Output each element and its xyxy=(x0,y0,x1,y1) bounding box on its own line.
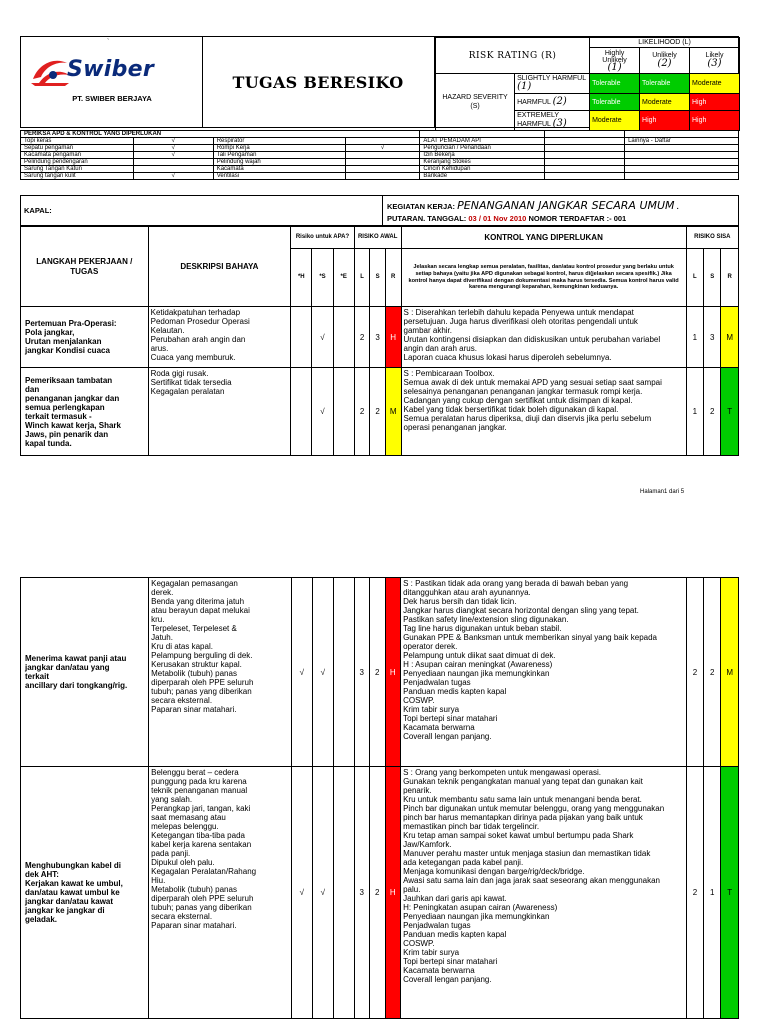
hazard-line: Kelautan. xyxy=(150,326,185,335)
control-line: Penyediaan naungan jika memungkinkan xyxy=(403,912,550,921)
risk-to-s: √ xyxy=(312,767,333,1019)
residual-risk-badge: M xyxy=(721,307,739,368)
apd-cell: Kacamata pengaman xyxy=(21,152,134,159)
apd-cell: Topi keras xyxy=(21,138,134,145)
hazard-line: arus. xyxy=(150,344,169,353)
matrix-cell: Tolerable xyxy=(590,74,640,94)
hazard-description xyxy=(148,307,291,368)
col-hazard-header: DESKRIPSI BAHAYA xyxy=(148,227,291,307)
hazard-line: Cuaca yang memburuk. xyxy=(150,353,236,362)
initial-severity: 2 xyxy=(370,767,385,1019)
control-line: Panduan medis kapten kapal xyxy=(403,930,507,939)
apd-row xyxy=(21,166,739,173)
apd-cell xyxy=(545,166,625,173)
likelihood-3 xyxy=(690,48,740,74)
initial-severity: 2 xyxy=(370,368,386,456)
task-step xyxy=(21,368,149,456)
hazard-line: kabel kerja karena sentakan xyxy=(151,840,252,849)
apd-row xyxy=(21,173,739,180)
risk-to-e xyxy=(333,368,354,456)
control-line: Kabel yang tidak bersertifikat tidak boleh digunakan di kapal. xyxy=(403,405,619,414)
control-line: Manuver perahu master untuk menjaga stasiun dan memastikan tidak xyxy=(403,849,651,858)
likelihood-1 xyxy=(590,48,640,74)
apd-cell xyxy=(345,138,420,145)
apd-cell xyxy=(625,152,739,159)
apd-cell: Penguncian / Penandaan xyxy=(420,145,545,152)
apd-cell xyxy=(545,138,625,145)
apd-cell: ALAT PEMADAM API xyxy=(420,138,545,145)
control-line: S : Pastikan tidak ada orang yang berada di bawah beban yang xyxy=(403,579,629,588)
step-line: dan/atau kawat umbul ke xyxy=(25,888,120,897)
hazard-line: Kerusakan struktur kapal. xyxy=(151,660,242,669)
control-line: Coverall lengan panjang. xyxy=(403,732,492,741)
col-s: *S xyxy=(312,249,333,307)
apd-cell xyxy=(420,131,545,138)
hazard-line: Ketidakpatuhan terhadap xyxy=(150,308,241,317)
control-line: Gunakan teknik pengangkatan manual yang tepat dan gunakan kait xyxy=(403,777,643,786)
logo-box xyxy=(21,37,203,127)
hazard-description xyxy=(149,578,292,767)
risk-to-e xyxy=(333,578,354,767)
control-line: COSWP. xyxy=(403,939,435,948)
hazard-line: Pelampung berguling di dek. xyxy=(151,651,253,660)
control-line: Dek harus bersih dan tidak licin. xyxy=(403,597,517,606)
apd-cell: Sarung Tangan Katun xyxy=(21,166,134,173)
col-risk-to-header: Risiko untuk APA? xyxy=(291,227,355,249)
apd-cell xyxy=(625,131,739,138)
col-initial-risk-header: RISIKO AWAL xyxy=(354,227,401,249)
hazard-line: Metabolik (tubuh) panas xyxy=(151,669,237,678)
col-l: L xyxy=(354,249,370,307)
control-line: operator derek. xyxy=(403,642,458,651)
control-line: Pelampung untuk diikat saat dimuat di dek. xyxy=(403,651,556,660)
step-line: dan xyxy=(25,384,40,394)
residual-severity: 3 xyxy=(704,307,721,368)
risk-to-s: √ xyxy=(312,307,333,368)
hazard-line: Kegagalan peralatan xyxy=(150,387,225,396)
control-line: selesainya penanganan penanganan jangkar termasuk rompi kerja. xyxy=(403,387,643,396)
residual-likelihood: 1 xyxy=(686,368,703,456)
apd-cell: Lainnya - Daftar xyxy=(625,138,739,145)
hazard-line: Pedoman Prosedur Operasi xyxy=(150,317,250,326)
hazard-line: melepas belenggu. xyxy=(151,822,219,831)
apd-cell: Sarung tangan kulit xyxy=(21,173,134,180)
hazard-line: Perangkap jari, tangan, kaki xyxy=(151,804,251,813)
control-line: Krim tabir surya xyxy=(403,948,460,957)
residual-severity: 2 xyxy=(704,368,721,456)
control-line: Topi bertepi sinar matahari xyxy=(403,714,498,723)
task-step xyxy=(21,307,149,368)
apd-cell: √ xyxy=(133,173,213,180)
hazard-line: Benda yang diterima jatuh xyxy=(151,597,245,606)
apd-cell: Sepatu pengaman xyxy=(21,145,134,152)
hazard-line: Terpeleset, Terpeleset & xyxy=(151,624,237,633)
matrix-cell: Moderate xyxy=(640,94,690,111)
apd-cell: Keranjang Stokes xyxy=(420,159,545,166)
hazard-line: tubuh; panas yang diberikan xyxy=(151,903,252,912)
control-line: Penyediaan naungan jika memungkinkan xyxy=(403,669,550,678)
control-line: Pastikan safety line/extension sling digunakan. xyxy=(403,615,569,624)
revision-value: 03 / 01 Nov 2010 xyxy=(468,214,527,223)
apd-cell xyxy=(625,166,739,173)
table-row xyxy=(21,578,739,767)
step-line: Winch kawat kerja, Shark xyxy=(25,420,121,430)
severity-2 xyxy=(515,94,590,111)
risk-to-s: √ xyxy=(312,368,333,456)
step-line: ancillary dari tongkang/rig. xyxy=(25,681,128,690)
step-line: Pertemuan Pra-Operasi: xyxy=(25,319,117,328)
risk-matrix xyxy=(434,37,739,127)
residual-likelihood: 2 xyxy=(686,578,703,767)
control-line: Kacamata berwarna xyxy=(403,966,475,975)
hazard-line: diperparah oleh PPE seluruh xyxy=(151,678,254,687)
likelihood-1-label: Highly Unlikely xyxy=(602,49,627,64)
control-line: penarik. xyxy=(403,786,432,795)
step-line: Pola jangkar, xyxy=(25,328,75,337)
control-line: Panduan medis kapten kapal xyxy=(403,687,507,696)
hazard-line: Kru di atas kapal. xyxy=(151,642,213,651)
initial-likelihood: 3 xyxy=(354,767,369,1019)
likelihood-3-num: (3) xyxy=(707,58,722,69)
step-line: Pemeriksaan tambatan xyxy=(25,375,113,385)
likelihood-2-label: Unlikely xyxy=(652,52,677,59)
step-line: jangkar Kondisi cuaca xyxy=(25,346,110,355)
apd-row xyxy=(21,152,739,159)
apd-cell xyxy=(625,159,739,166)
control-line: Laporan cuaca khusus lokasi harus diperoleh sebelumnya. xyxy=(403,353,612,362)
residual-severity: 2 xyxy=(704,578,721,767)
table-row xyxy=(21,767,739,1019)
hazard-line: diperparah oleh PPE seluruh xyxy=(151,894,254,903)
hazard-line: Sertifikat tidak tersedia xyxy=(150,378,232,387)
control-line: Jaw/Kamfork. xyxy=(403,840,452,849)
hazard-line: teknik penanganan manual xyxy=(151,786,248,795)
table-row xyxy=(21,307,739,368)
hazard-line: Kegagalan pemasangan xyxy=(151,579,238,588)
apd-cell: Tali Pengaman xyxy=(213,152,345,159)
task-step xyxy=(21,578,149,767)
risk-rating-title: RISK RATING (R) xyxy=(436,38,590,74)
step-line: penanganan jangkar dan xyxy=(25,393,120,403)
severity-2-label: HARMFUL xyxy=(517,99,551,106)
step-line: dek AHT: xyxy=(25,870,59,879)
severity-3-label: EXTREMELY HARMFUL xyxy=(517,112,559,128)
col-residual-risk-header: RISIKO SISA xyxy=(686,227,738,249)
risk-table-page2 xyxy=(20,577,739,1019)
apd-table xyxy=(20,130,739,180)
step-line: terkait termasuk - xyxy=(25,411,92,421)
hazard-description xyxy=(149,767,292,1019)
control-line: Kru untuk membantu satu sama lain untuk menangani benda berat. xyxy=(403,795,642,804)
matrix-cell: High xyxy=(690,111,740,131)
task-step xyxy=(21,767,149,1019)
apd-title: PERIKSA APD & KONTROL YANG DIPERLUKAN xyxy=(21,131,420,138)
matrix-cell: Moderate xyxy=(590,111,640,131)
control-line: Menjaga komunikasi dengan barge/rig/deck/bridge. xyxy=(403,867,585,876)
apd-row xyxy=(21,159,739,166)
hazard-line: Paparan sinar matahari. xyxy=(151,921,237,930)
initial-risk-badge: H xyxy=(385,307,401,368)
step-line: Kerjakan kawat ke umbul, xyxy=(25,879,123,888)
col-h: *H xyxy=(291,249,312,307)
severity-2-num: (2) xyxy=(552,96,567,107)
residual-likelihood: 2 xyxy=(686,767,703,1019)
control-line: pinch bar harus memantapkan dirinya pada pijakan yang baik untuk xyxy=(403,813,643,822)
registry-number: NOMOR TERDAFTAR :- 001 xyxy=(528,214,627,223)
risk-table-page1 xyxy=(20,226,739,456)
control-line: Awasi satu sama lain dan jaga jarak saat seseorang akan menggunakan xyxy=(403,876,660,885)
step-line: Jaws, pin penarik dan xyxy=(25,429,109,439)
col-control-header: KONTROL YANG DIPERLUKAN xyxy=(401,227,686,249)
col-res-r: R xyxy=(721,249,739,307)
control-line: Urutan kontingensi disiapkan dan didiskusikan untuk perubahan variabel xyxy=(403,335,661,344)
matrix-cell: Tolerable xyxy=(590,94,640,111)
step-line: kapal tunda. xyxy=(25,438,72,448)
initial-risk-badge: H xyxy=(385,578,401,767)
hazard-line: secara eksternal. xyxy=(151,912,213,921)
matrix-cell: Tolerable xyxy=(640,74,690,94)
step-line: Menghubungkan kabel di xyxy=(25,861,122,870)
apd-cell: Izin Bekerja xyxy=(420,152,545,159)
document-header xyxy=(20,36,739,128)
col-res-s: S xyxy=(704,249,721,307)
tick-mark: ` xyxy=(107,39,110,46)
vessel-label: KAPAL: xyxy=(21,196,383,225)
hazard-line: Dipukul oleh palu. xyxy=(151,858,215,867)
control-line: Cadangan yang cukup dengan sertifikat untuk disimpan di kapal. xyxy=(403,396,633,405)
work-activity-end: . xyxy=(676,202,679,211)
hazard-line: kru. xyxy=(151,615,165,624)
risk-to-e xyxy=(333,767,354,1019)
initial-risk-badge: M xyxy=(385,368,401,456)
initial-severity: 3 xyxy=(370,307,386,368)
hazard-line: atau berayun dapat melukai xyxy=(151,606,250,615)
risk-to-s: √ xyxy=(312,578,333,767)
hazard-line: derek. xyxy=(151,588,174,597)
step-line: jangkar dan/atau yang xyxy=(25,663,110,672)
logo-text: Swiber xyxy=(67,57,155,82)
step-line: geladak. xyxy=(25,915,58,924)
control-measures xyxy=(401,307,686,368)
control-line: memastikan pinch bar tidak tergelincir. xyxy=(403,822,540,831)
hazard-line: Ketegangan tiba-tiba pada xyxy=(151,831,245,840)
hazard-line: Roda gigi rusak. xyxy=(150,369,209,378)
apd-cell xyxy=(133,166,213,173)
control-line: Coverall lengan panjang. xyxy=(403,975,492,984)
severity-label: HAZARD SEVERITY (S) xyxy=(436,74,515,131)
initial-likelihood: 2 xyxy=(354,307,370,368)
control-line: Krim tabir surya xyxy=(403,705,460,714)
control-line: Kru tetap aman sampai soket kawat umbul bertumpu pada Shark xyxy=(403,831,634,840)
hazard-line: Kegagalan Peralatan/Rahang xyxy=(151,867,257,876)
apd-cell: Kacamata xyxy=(213,166,345,173)
control-line: Penjadwalan tugas xyxy=(403,678,471,687)
hazard-line: saat memasang atau xyxy=(151,813,226,822)
apd-cell: Ventilasi xyxy=(213,173,345,180)
step-line: semua perlengkapan xyxy=(25,402,105,412)
col-step-header: LANGKAH PEKERJAAN / TUGAS xyxy=(21,227,149,307)
risk-to-e xyxy=(333,307,354,368)
step-line: Menerima kawat panji atau xyxy=(25,654,127,663)
apd-cell xyxy=(545,173,625,180)
apd-cell: Pelindung pendengaran xyxy=(21,159,134,166)
matrix-cell: High xyxy=(640,111,690,131)
control-line: S : Diserahkan terlebih dahulu kepada Penyewa untuk mendapat xyxy=(403,308,634,317)
company-name: PT. SWIBER BERJAYA xyxy=(72,94,152,103)
risk-to-h: √ xyxy=(291,578,312,767)
initial-likelihood: 3 xyxy=(354,578,369,767)
control-instructions: Jelaskan secara lengkap semua peralatan, fasilitas, dan/atau kontrol prosedur yang berlaku untuk setiap bahaya (yaitu jika APD digunakan sebagai kontrol, harus di(jelaskan secara spesifik.) Jika kontrol hanya dapat diverifikasi dengan dokumentasi maka harus tersedia. Semua kontrol harus valid karena mengurangi keparahan, kemungkinan keduanya. xyxy=(401,249,686,307)
residual-risk-badge: M xyxy=(721,578,739,767)
likelihood-label: LIKELIHOOD (L) xyxy=(590,38,740,48)
residual-risk-badge: T xyxy=(721,368,739,456)
hazard-line: Metabolik (tubuh) panas xyxy=(151,885,237,894)
apd-cell xyxy=(545,159,625,166)
initial-likelihood: 2 xyxy=(354,368,370,456)
control-line: ada ketegangan pada kabel panji. xyxy=(403,858,524,867)
severity-3-num: (3) xyxy=(552,118,567,129)
apd-cell: √ xyxy=(133,152,213,159)
likelihood-1-num: (1) xyxy=(607,61,622,73)
control-line: Kacamata berwarna xyxy=(403,723,475,732)
apd-row xyxy=(21,145,739,152)
apd-cell: Cincin Kehidupan xyxy=(420,166,545,173)
revision-label: PUTARAN. TANGGAL: xyxy=(387,214,467,223)
apd-cell xyxy=(625,145,739,152)
control-line: Jangkar harus diangkat secara horizontal dengan sling yang tepat. xyxy=(403,606,639,615)
initial-risk-badge: H xyxy=(385,767,401,1019)
control-line: Jauhkan dari garis api kawat. xyxy=(403,894,507,903)
hazard-line: punggung pada kru karena xyxy=(151,777,247,786)
hazard-line: Hiu. xyxy=(151,876,166,885)
apd-row xyxy=(21,138,739,145)
apd-cell xyxy=(133,159,213,166)
col-e: *E xyxy=(333,249,354,307)
control-line: Semua awak di dek untuk memakai APD yang sesuai setiap saat sampai xyxy=(403,378,662,387)
control-line: S : Pembicaraan Toolbox. xyxy=(403,369,495,378)
apd-cell: Rompi Kerja xyxy=(213,145,345,152)
hazard-line: tubuh; panas yang diberikan xyxy=(151,687,252,696)
control-line: S : Orang yang berkompeten untuk mengawasi operasi. xyxy=(403,768,601,777)
control-line: H : Asupan cairan meningkat (Awareness) xyxy=(403,660,553,669)
step-line: jangkar dan/atau kawat xyxy=(25,897,114,906)
control-measures xyxy=(401,767,687,1019)
apd-cell xyxy=(545,131,625,138)
hazard-line: Jatuh. xyxy=(151,633,173,642)
apd-cell xyxy=(345,173,420,180)
control-measures xyxy=(401,578,687,767)
hazard-line: pada panji. xyxy=(151,849,191,858)
work-activity xyxy=(387,199,679,212)
hazard-line: yang salah. xyxy=(151,795,193,804)
step-line: jangkar ke jangkar di xyxy=(25,906,105,915)
page-number: Halaman1 dari 5 xyxy=(640,489,685,495)
hazard-line: Belenggu berat – cedera xyxy=(151,768,239,777)
apd-cell: √ xyxy=(133,138,213,145)
apd-cell: Respirator xyxy=(213,138,345,145)
revision-info xyxy=(387,214,626,223)
control-line: Semua peralatan harus diperiksa, diuji dan diservis jika perlu sebelum xyxy=(403,414,652,423)
risk-to-h xyxy=(291,307,312,368)
apd-cell xyxy=(545,145,625,152)
control-line: persetujuan. Juga harus diverifikasi oleh otoritas pengendali untuk xyxy=(403,317,638,326)
severity-1-label: SLIGHTLY HARMFUL xyxy=(517,75,586,82)
control-line: Tag line harus digunakan untuk beban stabil. xyxy=(403,624,562,633)
severity-1-num: (1) xyxy=(517,81,532,92)
hazard-line: Paparan sinar matahari. xyxy=(151,705,237,714)
residual-likelihood: 1 xyxy=(686,307,703,368)
control-line: ditangguhkan atau arah ayunannya. xyxy=(403,588,531,597)
risk-to-h xyxy=(291,368,312,456)
apd-cell: √ xyxy=(133,145,213,152)
hazard-description xyxy=(148,368,291,456)
step-line: terkait xyxy=(25,672,50,681)
apd-cell xyxy=(345,152,420,159)
control-line: Gunakan PPE & Banksman untuk memberikan sinyal yang baik kepada xyxy=(403,633,657,642)
apd-cell: Barikade xyxy=(420,173,545,180)
apd-cell: Pelindung wajah xyxy=(213,159,345,166)
apd-cell: √ xyxy=(345,145,420,152)
col-sv: S xyxy=(370,249,386,307)
severity-3 xyxy=(515,111,590,131)
col-r: R xyxy=(385,249,401,307)
hazard-line: secara eksternal. xyxy=(151,696,213,705)
control-line: Penjadwalan tugas xyxy=(403,921,471,930)
col-res-l: L xyxy=(686,249,703,307)
hazard-line: Perubahan arah angin dan xyxy=(150,335,246,344)
work-activity-value: PENANGANAN JANGKAR SECARA UMUM xyxy=(457,199,675,212)
matrix-cell: Moderate xyxy=(690,74,740,94)
residual-severity: 1 xyxy=(704,767,721,1019)
control-line: gambar akhir. xyxy=(403,326,452,335)
likelihood-2 xyxy=(640,48,690,74)
matrix-cell: High xyxy=(690,94,740,111)
control-line: Pinch bar digunakan untuk memutar belenggu, orang yang menggunakan xyxy=(403,804,665,813)
control-line: operasi penanganan jangkar. xyxy=(403,423,507,432)
control-line: angin dan arah arus. xyxy=(403,344,477,353)
control-line: Topi bertepi sinar matahari xyxy=(403,957,498,966)
apd-cell xyxy=(345,166,420,173)
initial-severity: 2 xyxy=(370,578,385,767)
control-line: COSWP. xyxy=(403,696,435,705)
vessel-info xyxy=(20,195,739,226)
control-line: H: Peningkatan asupan cairan (Awareness) xyxy=(403,903,558,912)
work-activity-label: KEGIATAN KERJA: xyxy=(387,202,456,211)
risk-to-h: √ xyxy=(291,767,312,1019)
apd-cell xyxy=(545,152,625,159)
likelihood-3-label: Likely xyxy=(705,52,724,59)
step-line: Urutan menjalankan xyxy=(25,337,102,346)
severity-1 xyxy=(515,74,590,94)
likelihood-2-num: (2) xyxy=(657,58,672,69)
control-line: palu. xyxy=(403,885,421,894)
residual-risk-badge: T xyxy=(721,767,739,1019)
page-title: TUGAS BERESIKO xyxy=(232,73,404,92)
apd-cell xyxy=(345,159,420,166)
control-measures xyxy=(401,368,686,456)
table-row xyxy=(21,368,739,456)
apd-cell xyxy=(625,173,739,180)
